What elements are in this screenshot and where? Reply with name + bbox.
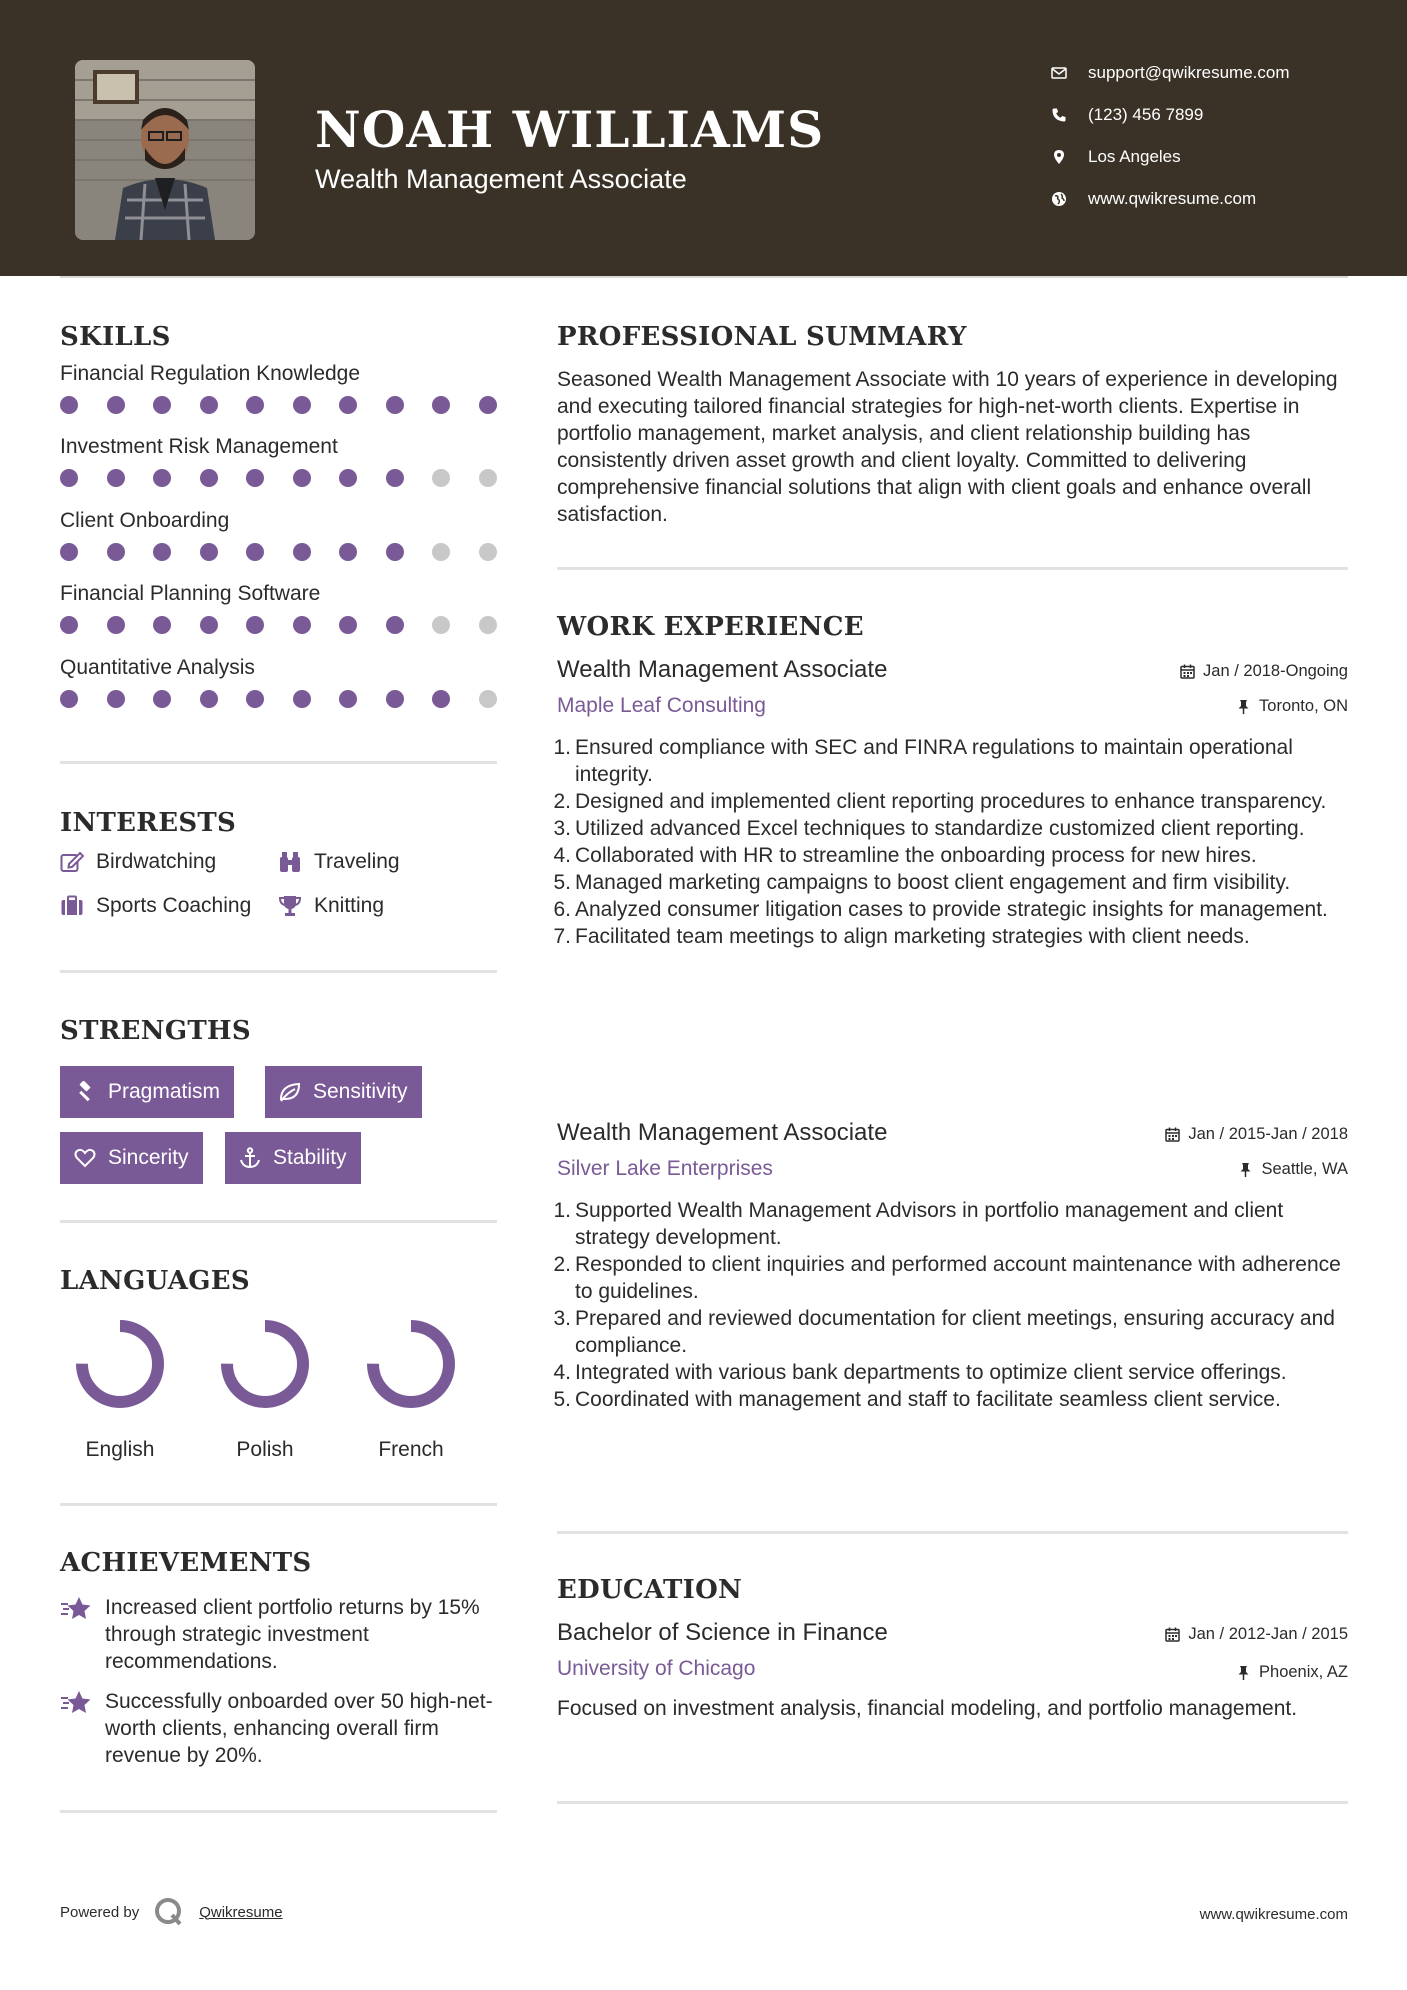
rating-dot-filled: [386, 690, 404, 708]
strengths-title: STRENGTHS: [60, 1016, 251, 1046]
strength-label: Sensitivity: [313, 1080, 408, 1103]
experience-title: WORK EXPERIENCE: [557, 612, 864, 642]
language-level-ring: [363, 1316, 459, 1412]
contact-email[interactable]: [1050, 52, 1380, 94]
responsibility-item: Utilized advanced Excel techniques to standardize customized client reporting.: [575, 817, 1305, 840]
phone-icon: [1050, 106, 1068, 124]
rating-dot-empty: [479, 543, 497, 561]
rating-dot-filled: [246, 616, 264, 634]
rating-dot-filled: [293, 616, 311, 634]
powered-by-text: Powered by: [60, 1903, 140, 1921]
skill-item: [60, 435, 525, 487]
interest-traveling: [278, 850, 400, 874]
star-award-icon: [60, 1690, 92, 1716]
qwikresume-link[interactable]: Qwikresume: [199, 1903, 283, 1921]
languages-divider: [60, 1503, 497, 1506]
skill-name: Investment Risk Management: [60, 435, 338, 458]
rating-dot-filled: [293, 469, 311, 487]
education-divider: [557, 1801, 1348, 1804]
envelope-icon: [1050, 64, 1068, 82]
rating-dot-filled: [107, 616, 125, 634]
rating-dot-filled: [246, 690, 264, 708]
job-entry-1: [557, 656, 1348, 950]
interests-title: INTERESTS: [60, 808, 237, 838]
footer-powered-by: [60, 1896, 283, 1928]
language-name: Polish: [236, 1438, 294, 1461]
calendar-icon: [1165, 1627, 1180, 1642]
strengths-divider: [60, 1220, 497, 1223]
header-divider: [60, 276, 1348, 278]
rating-dot-filled: [107, 469, 125, 487]
strength-sincerity: [60, 1132, 203, 1184]
rating-dot-filled: [339, 616, 357, 634]
skill-item: [60, 362, 525, 414]
rating-dot-filled: [60, 616, 78, 634]
job-dates: [1180, 662, 1348, 681]
rating-dot-filled: [60, 396, 78, 414]
rating-dot-filled: [107, 543, 125, 561]
strength-label: Sincerity: [108, 1146, 189, 1169]
skill-name: Quantitative Analysis: [60, 656, 255, 679]
rating-dot-filled: [339, 690, 357, 708]
job-dates: [1165, 1125, 1348, 1144]
skills-divider: [60, 761, 497, 764]
achievements-title: ACHIEVEMENTS: [60, 1548, 312, 1578]
languages-section: [60, 1266, 497, 1466]
interest-label: Traveling: [314, 850, 400, 873]
rating-dot-filled: [479, 396, 497, 414]
skill-name: Financial Planning Software: [60, 582, 321, 605]
language-french: [351, 1316, 471, 1462]
achievement-item: [60, 1594, 497, 1675]
rating-dot-filled: [153, 396, 171, 414]
rating-dot-filled: [386, 543, 404, 561]
footer-website[interactable]: www.qwikresume.com: [1199, 1906, 1348, 1923]
education-description: Focused on investment analysis, financial modeling, and portfolio management.: [557, 1697, 1298, 1720]
resume-header: [0, 0, 1407, 276]
education-location-text: Phoenix, AZ: [1259, 1663, 1348, 1681]
skills-title: SKILLS: [60, 322, 171, 352]
anchor-icon: [239, 1147, 261, 1169]
responsibility-item: Collaborated with HR to streamline the onboarding process for new hires.: [575, 844, 1257, 867]
job-location-text: Toronto, ON: [1259, 697, 1348, 715]
summary-title: PROFESSIONAL SUMMARY: [557, 322, 967, 352]
responsibility-item: Coordinated with management and staff to facilitate seamless client service.: [575, 1388, 1281, 1411]
rating-dot-filled: [293, 396, 311, 414]
responsibility-item: Supported Wealth Management Advisors in portfolio management and client strategy development.: [575, 1199, 1284, 1249]
pushpin-icon: [1238, 1162, 1253, 1177]
summary-divider: [557, 567, 1348, 570]
skills-list: [60, 362, 497, 722]
rating-dot-empty: [432, 469, 450, 487]
job-entry-2: [557, 1119, 1348, 1413]
languages-title: LANGUAGES: [60, 1266, 250, 1296]
achievement-text: Successfully onboarded over 50 high-net-worth clients, enhancing overall firm revenue by 20%.: [105, 1690, 493, 1767]
job-location: [1238, 1160, 1348, 1179]
skill-rating: [60, 469, 525, 487]
rating-dot-filled: [339, 396, 357, 414]
rating-dot-filled: [60, 690, 78, 708]
rating-dot-filled: [200, 543, 218, 561]
contact-email-text: support@qwikresume.com: [1088, 63, 1290, 82]
strength-label: Stability: [273, 1146, 347, 1169]
calendar-icon: [1180, 664, 1195, 679]
responsibility-item: Integrated with various bank departments to optimize client service offerings.: [575, 1361, 1287, 1384]
interest-label: Sports Coaching: [96, 894, 252, 917]
responsibility-item: Ensured compliance with SEC and FINRA regulations to maintain operational integrity.: [575, 736, 1293, 786]
skill-item: [60, 656, 525, 708]
rating-dot-empty: [432, 616, 450, 634]
rating-dot-filled: [153, 543, 171, 561]
rating-dot-filled: [60, 543, 78, 561]
pushpin-icon: [1236, 1665, 1251, 1680]
job-company: Maple Leaf Consulting: [557, 694, 766, 717]
candidate-title: Wealth Management Associate: [315, 164, 687, 194]
rating-dot-filled: [153, 690, 171, 708]
responsibility-item: Facilitated team meetings to align marketing strategies with client needs.: [575, 925, 1250, 948]
rating-dot-filled: [153, 616, 171, 634]
education-location: [1236, 1663, 1348, 1682]
rating-dot-filled: [200, 690, 218, 708]
star-award-icon: [60, 1596, 92, 1622]
rating-dot-empty: [479, 469, 497, 487]
profile-photo-illustration: [75, 60, 255, 240]
rating-dot-filled: [246, 469, 264, 487]
strength-pragmatism: [60, 1066, 234, 1118]
achievement-text: Increased client portfolio returns by 15% through strategic investment recommendations.: [105, 1596, 480, 1673]
rating-dot-empty: [432, 543, 450, 561]
skill-item: [60, 509, 525, 561]
qwikresume-logo-icon: [153, 1896, 185, 1928]
pushpin-icon: [1236, 699, 1251, 714]
rating-dot-filled: [293, 543, 311, 561]
rating-dot-filled: [60, 469, 78, 487]
rating-dot-filled: [386, 469, 404, 487]
trophy-icon: [278, 895, 302, 917]
responsibility-item: Designed and implemented client reporting procedures to enhance transparency.: [575, 790, 1327, 813]
achievements-divider: [60, 1810, 497, 1813]
skill-name: Financial Regulation Knowledge: [60, 362, 361, 385]
rating-dot-filled: [339, 469, 357, 487]
interest-sports-coaching: [60, 894, 251, 918]
job-location: [1236, 697, 1348, 716]
language-level-ring: [217, 1316, 313, 1412]
skill-rating: [60, 690, 525, 708]
responsibility-item: Prepared and reviewed documentation for client meetings, ensuring accuracy and compliance.: [575, 1307, 1335, 1357]
rating-dot-filled: [246, 396, 264, 414]
rating-dot-filled: [386, 616, 404, 634]
skill-rating: [60, 616, 525, 634]
contact-location: [1050, 136, 1380, 178]
job-responsibilities: [557, 734, 1348, 950]
rating-dot-filled: [293, 690, 311, 708]
candidate-name: NOAH WILLIAMS: [315, 100, 825, 159]
skill-rating: [60, 543, 525, 561]
skill-item: [60, 582, 525, 634]
skills-section: [60, 322, 497, 722]
rating-dot-empty: [479, 690, 497, 708]
language-polish: [205, 1316, 325, 1462]
interest-birdwatching: [60, 850, 216, 874]
job-title: Wealth Management Associate: [557, 656, 888, 683]
interest-label: Knitting: [314, 894, 385, 917]
job-dates-text: Jan / 2018-Ongoing: [1203, 662, 1348, 680]
contact-location-text: Los Angeles: [1088, 147, 1181, 166]
binoculars-icon: [278, 851, 302, 873]
contact-phone[interactable]: [1050, 94, 1380, 136]
gavel-icon: [74, 1081, 96, 1103]
strength-stability: [225, 1132, 361, 1184]
skill-rating: [60, 396, 525, 414]
map-pin-icon: [1050, 148, 1068, 166]
interest-label: Birdwatching: [96, 850, 217, 873]
summary-text: Seasoned Wealth Management Associate with 10 years of experience in developing and executing tailored financial strategies for high-net-worth clients. Expertise in portfolio management, market analysis, and client relationship building has consistently driven asset growth and client loyalty. Committed to delivering comprehensive financial solutions that align with client goals and enhance overall satisfaction.: [557, 368, 1338, 526]
job-location-text: Seattle, WA: [1261, 1160, 1348, 1178]
rating-dot-filled: [246, 543, 264, 561]
rating-dot-filled: [432, 396, 450, 414]
education-title: EDUCATION: [557, 1575, 743, 1605]
language-level-ring: [72, 1316, 168, 1412]
calendar-icon: [1165, 1127, 1180, 1142]
language-english: [60, 1316, 180, 1462]
interest-knitting: [278, 894, 384, 918]
rating-dot-filled: [386, 396, 404, 414]
interests-section: [60, 808, 497, 950]
briefcase-icon: [60, 895, 84, 917]
strengths-section: [60, 1016, 497, 1196]
pencil-square-icon: [60, 851, 84, 873]
job-dates-text: Jan / 2015-Jan / 2018: [1188, 1125, 1348, 1143]
contact-info: [1050, 52, 1380, 220]
responsibility-item: Responded to client inquiries and performed account maintenance with adherence to guidelines.: [575, 1253, 1341, 1303]
profile-photo: [75, 60, 255, 240]
school-name: University of Chicago: [557, 1657, 756, 1680]
rating-dot-empty: [479, 616, 497, 634]
skill-name: Client Onboarding: [60, 509, 230, 532]
responsibility-item: Managed marketing campaigns to boost client engagement and firm visibility.: [575, 871, 1291, 894]
heart-icon: [74, 1147, 96, 1169]
interests-divider: [60, 970, 497, 973]
rating-dot-filled: [200, 396, 218, 414]
rating-dot-filled: [107, 690, 125, 708]
rating-dot-filled: [153, 469, 171, 487]
rating-dot-filled: [200, 469, 218, 487]
achievement-item: [60, 1688, 497, 1769]
degree-title: Bachelor of Science in Finance: [557, 1619, 888, 1646]
language-name: English: [85, 1438, 155, 1461]
rating-dot-filled: [107, 396, 125, 414]
globe-icon: [1050, 190, 1068, 208]
summary-section: [557, 322, 1348, 528]
contact-website-text: www.qwikresume.com: [1088, 189, 1257, 208]
contact-website[interactable]: [1050, 178, 1380, 220]
job-responsibilities: [557, 1197, 1348, 1413]
rating-dot-filled: [432, 690, 450, 708]
education-dates-text: Jan / 2012-Jan / 2015: [1188, 1625, 1348, 1643]
experience-divider: [557, 1531, 1348, 1534]
education-dates: [1165, 1625, 1348, 1644]
job-company: Silver Lake Enterprises: [557, 1157, 773, 1180]
leaf-icon: [279, 1081, 301, 1103]
experience-section: [557, 612, 1348, 1411]
strength-sensitivity: [265, 1066, 422, 1118]
achievements-section: [60, 1548, 497, 1788]
job-title: Wealth Management Associate: [557, 1119, 888, 1146]
education-section: [557, 1575, 1348, 1720]
strength-label: Pragmatism: [108, 1080, 221, 1103]
language-name: French: [378, 1438, 444, 1461]
responsibility-item: Analyzed consumer litigation cases to provide strategic insights for management.: [575, 898, 1328, 921]
education-entry: [557, 1619, 1348, 1722]
rating-dot-filled: [200, 616, 218, 634]
rating-dot-filled: [339, 543, 357, 561]
contact-phone-text: (123) 456 7899: [1088, 105, 1204, 124]
